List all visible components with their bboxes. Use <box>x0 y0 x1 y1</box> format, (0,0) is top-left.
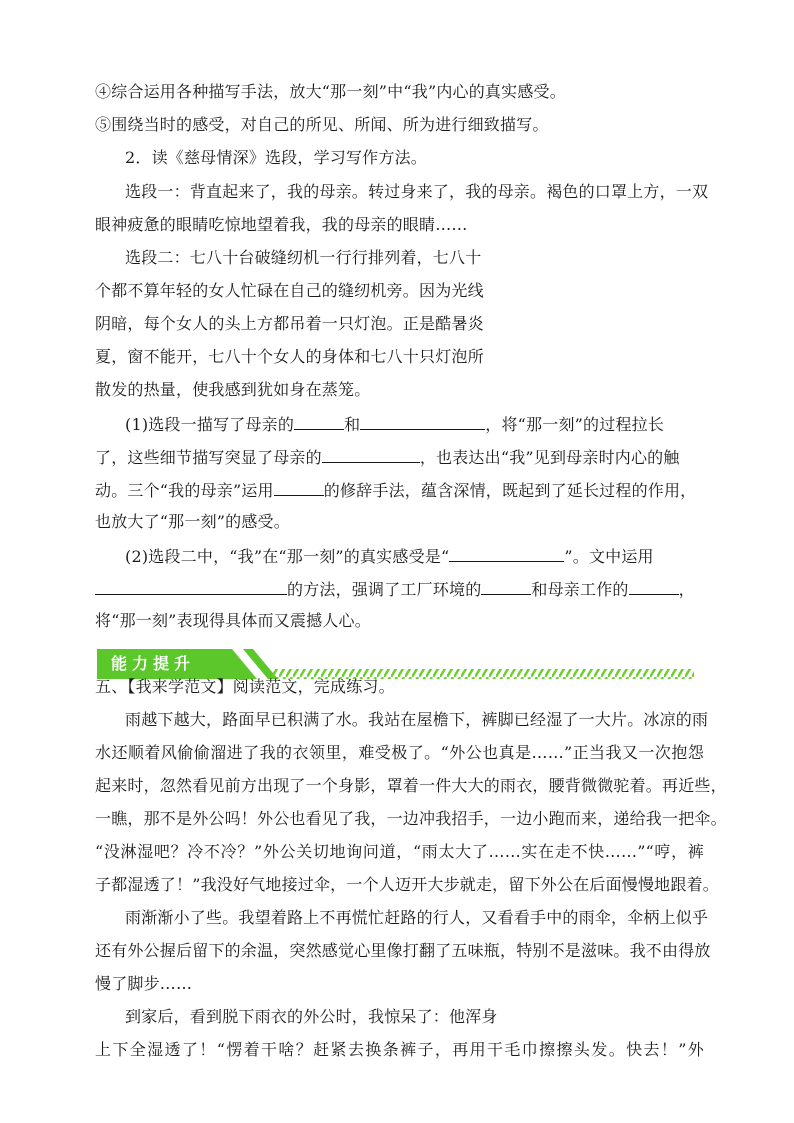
section-banner <box>97 647 697 681</box>
section-5-heading: 五、【我来学范文】阅读范文，完成练习。 <box>95 677 395 696</box>
sample-text-line-3: 起来时，忽然看见前方出现了一个身影，罩着一件大大的雨衣，腰背微微驼着。再近些， <box>95 776 727 795</box>
excerpt-1-line-2: 眼神疲惫的眼睛吃惊地望着我，我的母亲的眼睛…… <box>95 215 468 234</box>
guide-item-5: ⑤围绕当时的感受，对自己的所见、所闻、所为进行细致描写。 <box>95 115 549 134</box>
question-2-heading: 2．读《慈母情深》选段，学习写作方法。 <box>125 148 427 167</box>
sample-text-line-8: 还有外公握后留下的余温，突然感觉心里像打翻了五味瓶，特别不是滋味。我不由得放 <box>95 941 711 960</box>
excerpt-1-line-1: 选段一：背直起来了，我的母亲。转过身来了，我的母亲。褐色的口罩上方，一双 <box>125 182 709 201</box>
sample-text-line-1: 雨越下越大，路面早已积满了水。我站在屋檐下，裤脚已经湿了一大片。冰凉的雨 <box>125 710 709 729</box>
guide-item-4: ④综合运用各种描写手法，放大“那一刻”中“我”内心的真实感受。 <box>95 82 566 101</box>
answer-blank[interactable] <box>629 578 679 595</box>
subquestion-1-line-1: (1)选段一描写了母亲的 和 ，将“那一刻”的过程拉长 <box>125 415 665 434</box>
excerpt-2-line-3: 阴暗，每个女人的头上方都吊着一只灯泡。正是酷暑炎 <box>95 314 484 333</box>
sample-text-line-4: 一瞧，那不是外公吗！外公也看见了我，一边冲我招手，一边小跑而来，递给我一把伞。 <box>95 809 727 828</box>
sample-text-line-5: “没淋湿吧？冷不冷？”外公关切地询问道，“雨太大了……实在走不快……”“哼，裤 <box>95 842 704 861</box>
subquestion-1-line-2: 了，这些细节描写突显了母亲的 ，也表达出“我”见到母亲时内心的触 <box>95 448 680 467</box>
subquestion-1-line-4: 也放大了“那一刻”的感受。 <box>95 512 290 531</box>
banner-title: 能力提升 <box>111 654 196 673</box>
subquestion-1-line-3: 动。三个“我的母亲”运用 的修辞手法，蕴含深情，既起到了延长过程的作用， <box>95 481 697 500</box>
sample-text-line-10: 到家后，看到脱下雨衣的外公时，我惊呆了：他浑身 <box>125 1007 498 1026</box>
sample-text-line-6: 子都湿透了！”我没好气地接过伞，一个人迈开大步就走，留下外公在后面慢慢地跟着。 <box>95 875 719 894</box>
sample-text-line-2: 水还顺着风偷偷溜进了我的衣领里，难受极了。“外公也真是……”正当我又一次抱怨 <box>95 743 704 762</box>
excerpt-2-line-4: 夏，窗不能开，七八十个女人的身体和七八十只灯泡所 <box>95 347 484 366</box>
subquestion-2-line-1: (2)选段二中，“我”在“那一刻”的真实感受是“ ”。文中运用 <box>125 547 654 566</box>
answer-blank[interactable] <box>360 413 485 430</box>
sample-text-line-11: 上下全湿透了！“愣着干啥？赶紧去换条裤子，再用干毛巾擦擦头发。快去！”外 <box>95 1040 704 1059</box>
answer-blank[interactable] <box>481 578 531 595</box>
answer-blank[interactable] <box>449 545 564 562</box>
answer-blank[interactable] <box>294 413 344 430</box>
subquestion-2-line-3: 将“那一刻”表现得具体而又震撼人心。 <box>95 611 371 630</box>
sample-text-line-9: 慢了脚步…… <box>95 974 193 993</box>
answer-blank[interactable] <box>274 479 324 496</box>
subquestion-2-line-2: 的方法，强调了工厂环境的 和母亲工作的 ， <box>95 578 704 600</box>
sample-text-line-7: 雨渐渐小了些。我望着路上不再慌忙赶路的行人，又看看手中的雨伞，伞柄上似乎 <box>125 908 709 927</box>
answer-blank[interactable] <box>95 578 287 595</box>
excerpt-2-line-2: 个都不算年轻的女人忙碌在自己的缝纫机旁。因为光线 <box>95 281 484 300</box>
excerpt-2-line-1: 选段二：七八十台破缝纫机一行行排列着，七八十 <box>125 248 482 267</box>
excerpt-2-line-5: 散发的热量，使我感到犹如身在蒸笼。 <box>95 380 371 399</box>
answer-blank[interactable] <box>322 446 420 463</box>
